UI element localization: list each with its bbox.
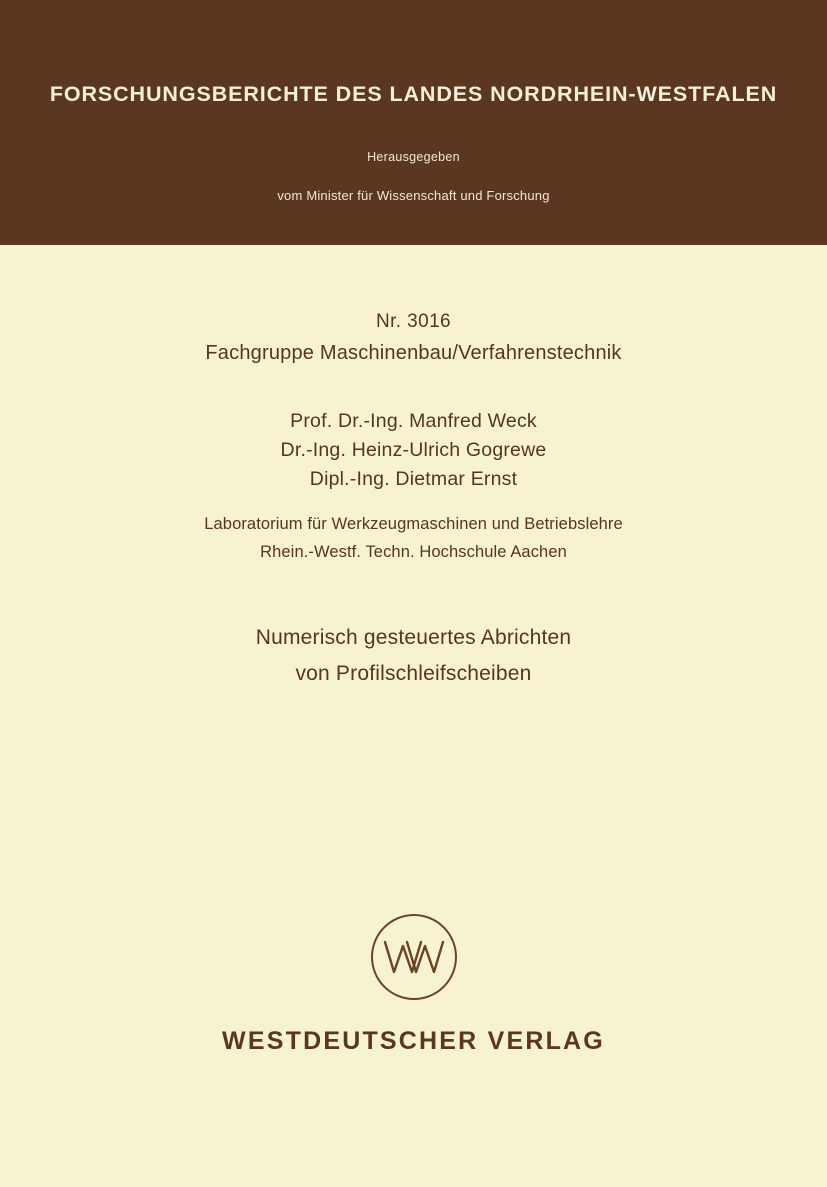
affiliation-line: Laboratorium für Werkzeugmaschinen und Betriebslehre (204, 515, 623, 533)
affiliation-block (0, 510, 827, 566)
editor-label: Herausgegeben (367, 150, 460, 164)
page-title (0, 620, 827, 692)
series-title: FORSCHUNGSBERICHTE DES LANDES NORDRHEIN-WESTFALEN (49, 82, 778, 106)
cover-header-banner (0, 0, 827, 245)
report-group: Fachgruppe Maschinenbau/Verfahrenstechnik (205, 342, 622, 364)
title-line-2: von Profilschleifscheiben (295, 662, 532, 685)
publisher-logo-circle (371, 914, 457, 1000)
publisher-logo (0, 914, 827, 1005)
cover-body (0, 245, 827, 1187)
report-number: Nr. 3016 (375, 311, 452, 332)
author-list (0, 407, 827, 494)
title-line-1: Numerisch gesteuertes Abrichten (255, 626, 572, 649)
author-name: Dr.-Ing. Heinz-Ulrich Gogrewe (280, 439, 547, 461)
affiliation-line: Rhein.-Westf. Techn. Hochschule Aachen (260, 543, 567, 561)
editor-line: vom Minister für Wissenschaft und Forschung (277, 188, 550, 203)
author-name: Prof. Dr.-Ing. Manfred Weck (290, 410, 537, 432)
publisher-name: WESTDEUTSCHER VERLAG (222, 1027, 605, 1055)
double-w-icon (382, 936, 446, 978)
author-name: Dipl.-Ing. Dietmar Ernst (309, 468, 518, 490)
